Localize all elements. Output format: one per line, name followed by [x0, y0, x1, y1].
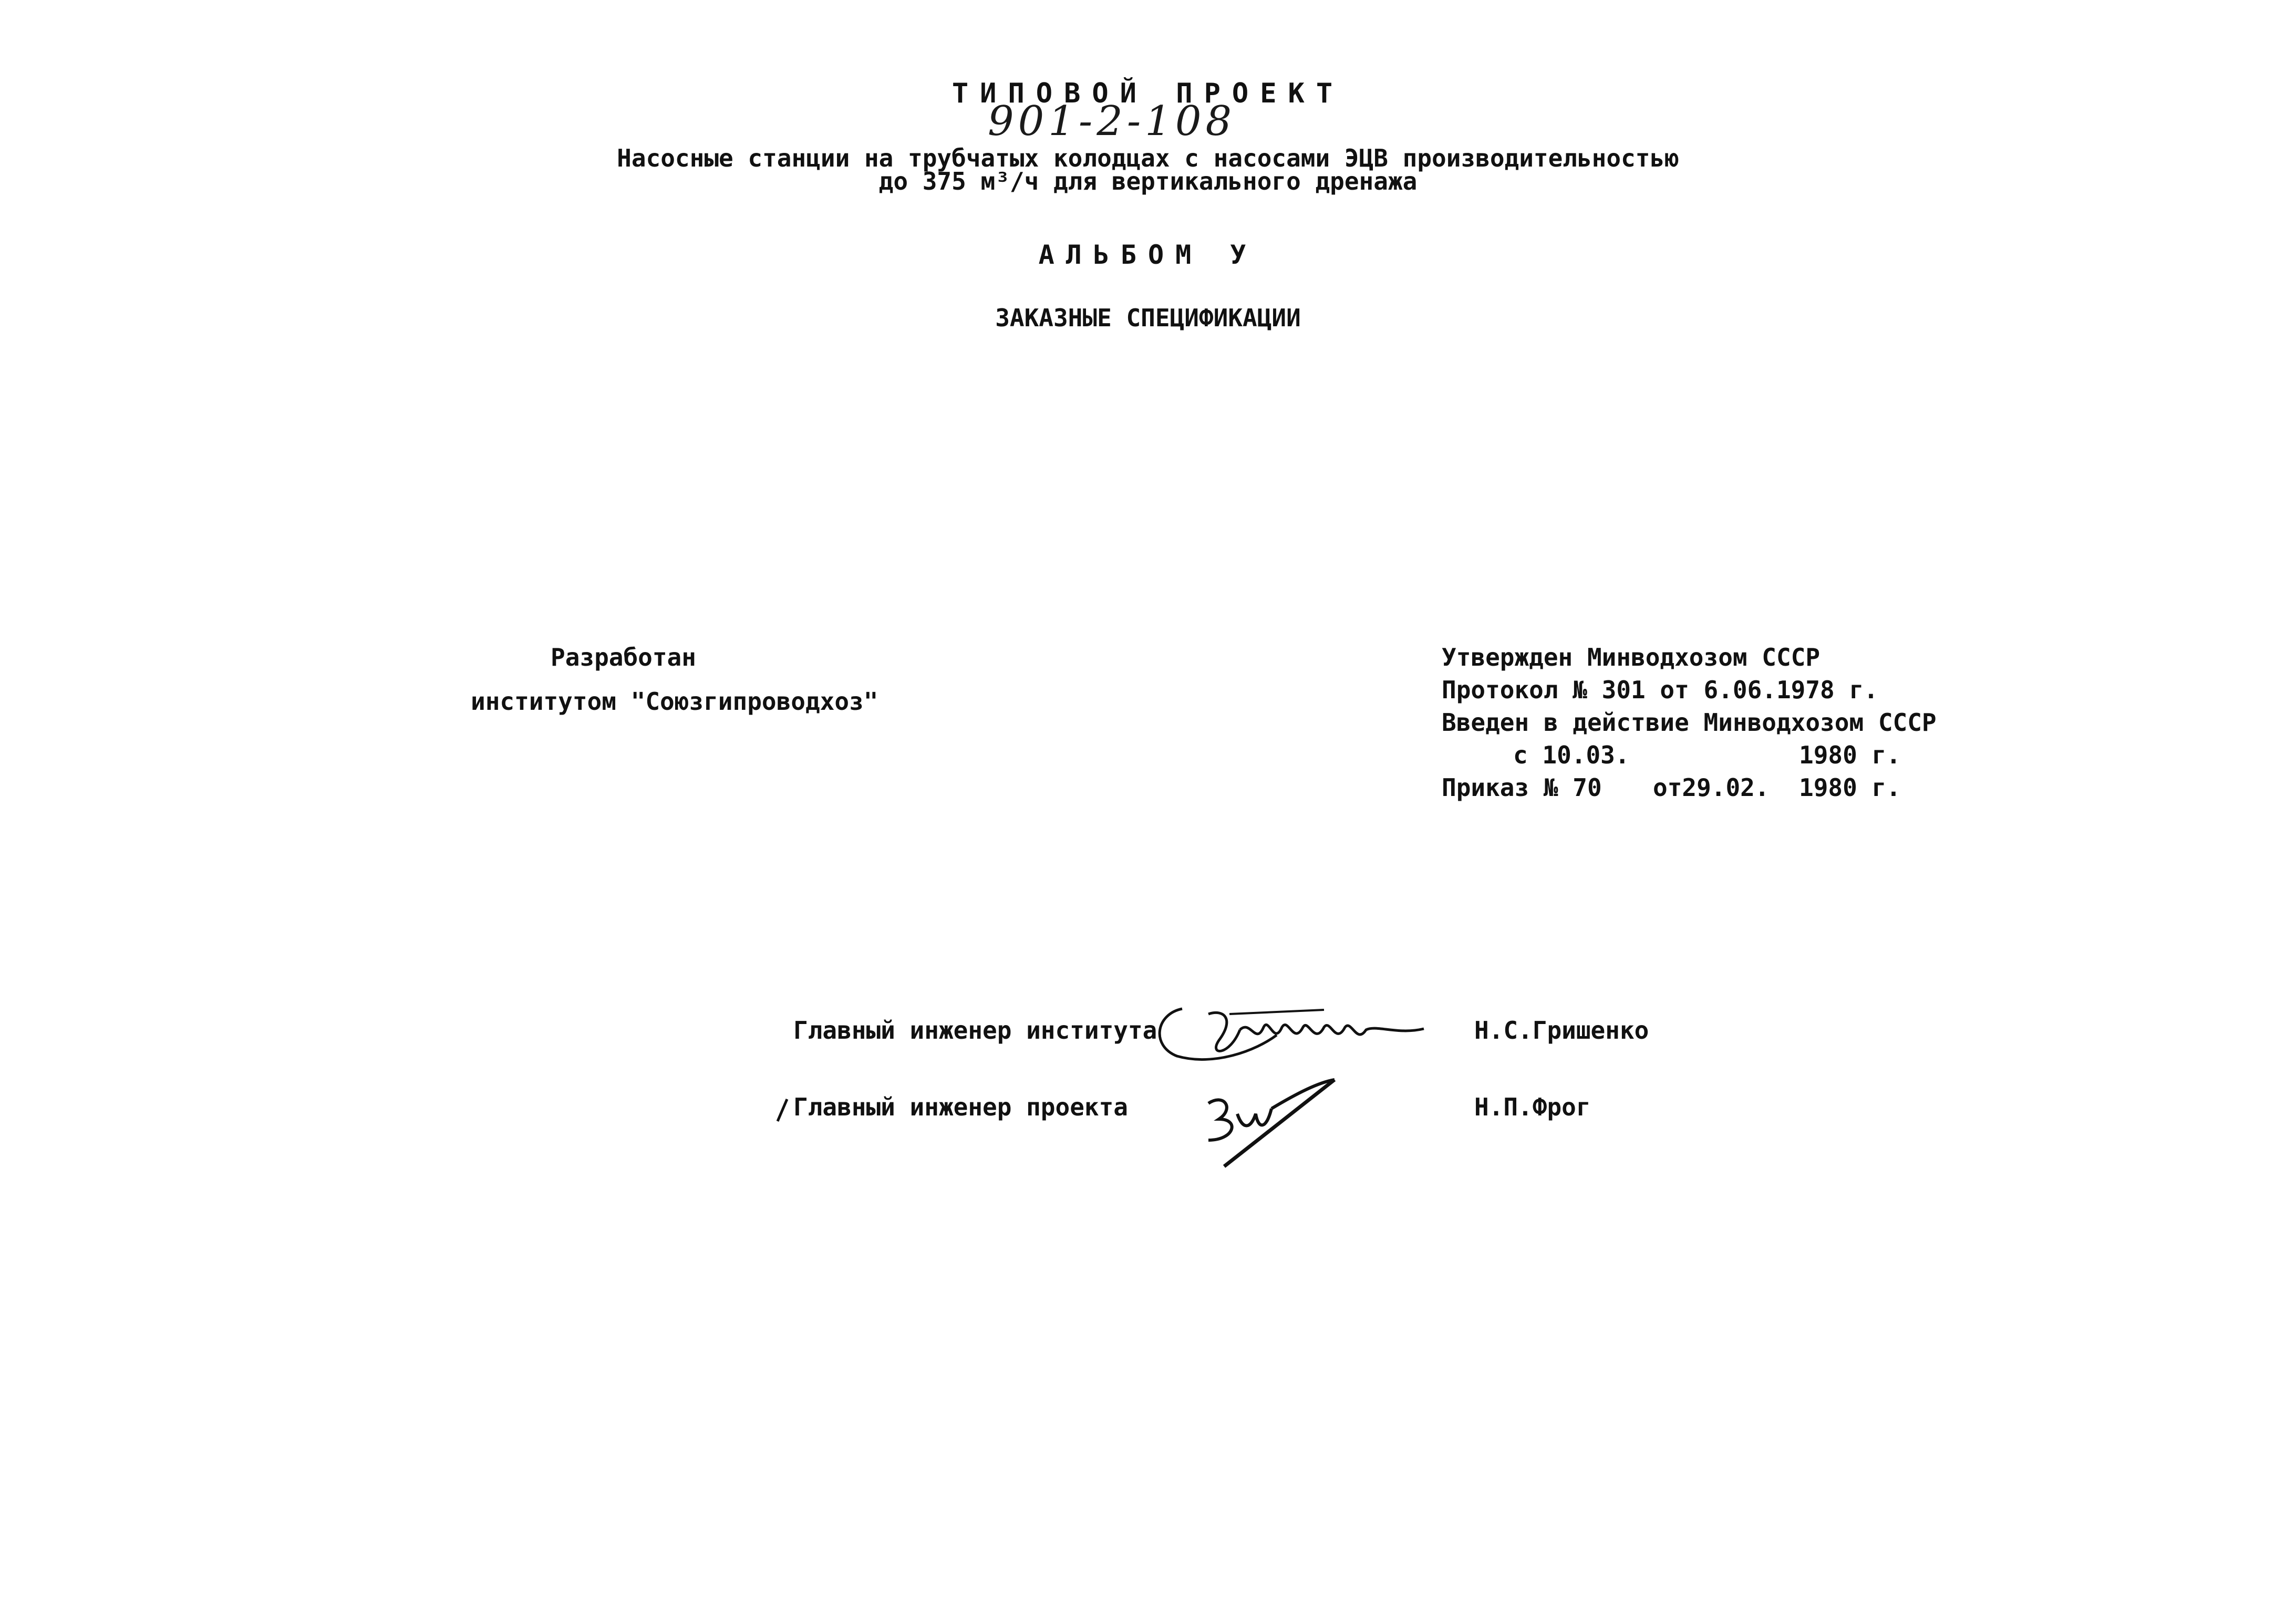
album-title: АЛЬБОМ У: [1038, 240, 1258, 270]
project-number: 901-2-108: [988, 98, 1236, 145]
approval-from-date: с 10.03.: [1513, 741, 1630, 769]
developer-institute: институтом "Союзгипроводхоз": [471, 687, 878, 716]
approval-line-3: Введен в действие Минводхозом СССР: [1442, 708, 1937, 737]
approval-from-year: 1980 г.: [1799, 741, 1901, 769]
signature-1-handwritten: [1151, 998, 1445, 1072]
signature-2-handwritten: [1193, 1072, 1350, 1172]
title-line-2: до 375 м³/ч для вертикального дренажа: [878, 167, 1418, 195]
slash-mark: [772, 1095, 793, 1126]
order-number: Приказ № 70: [1442, 773, 1602, 802]
project-label: ТИПОВОЙ ПРОЕКТ: [952, 78, 1344, 109]
order-year: 1980 г.: [1799, 773, 1901, 802]
signature-role-1: Главный инженер института: [793, 1016, 1157, 1045]
signature-role-2: Главный инженер проекта: [793, 1093, 1128, 1121]
title-line-1: Насосные станции на трубчатых колодцах с насосами ЭЦВ производительностью: [617, 144, 1679, 172]
signature-name-2: Н.П.Фрог: [1474, 1093, 1591, 1121]
developer-label: Разработан: [551, 643, 696, 671]
order-date: от29.02.: [1653, 773, 1770, 802]
approval-line-1: Утвержден Минводхозом СССР: [1442, 643, 1821, 671]
signature-name-1: Н.С.Гришенко: [1474, 1016, 1649, 1045]
album-subtitle: ЗАКАЗНЫЕ СПЕЦИФИКАЦИИ: [995, 304, 1301, 332]
approval-line-2: Протокол № 301 от 6.06.1978 г.: [1442, 676, 1878, 704]
